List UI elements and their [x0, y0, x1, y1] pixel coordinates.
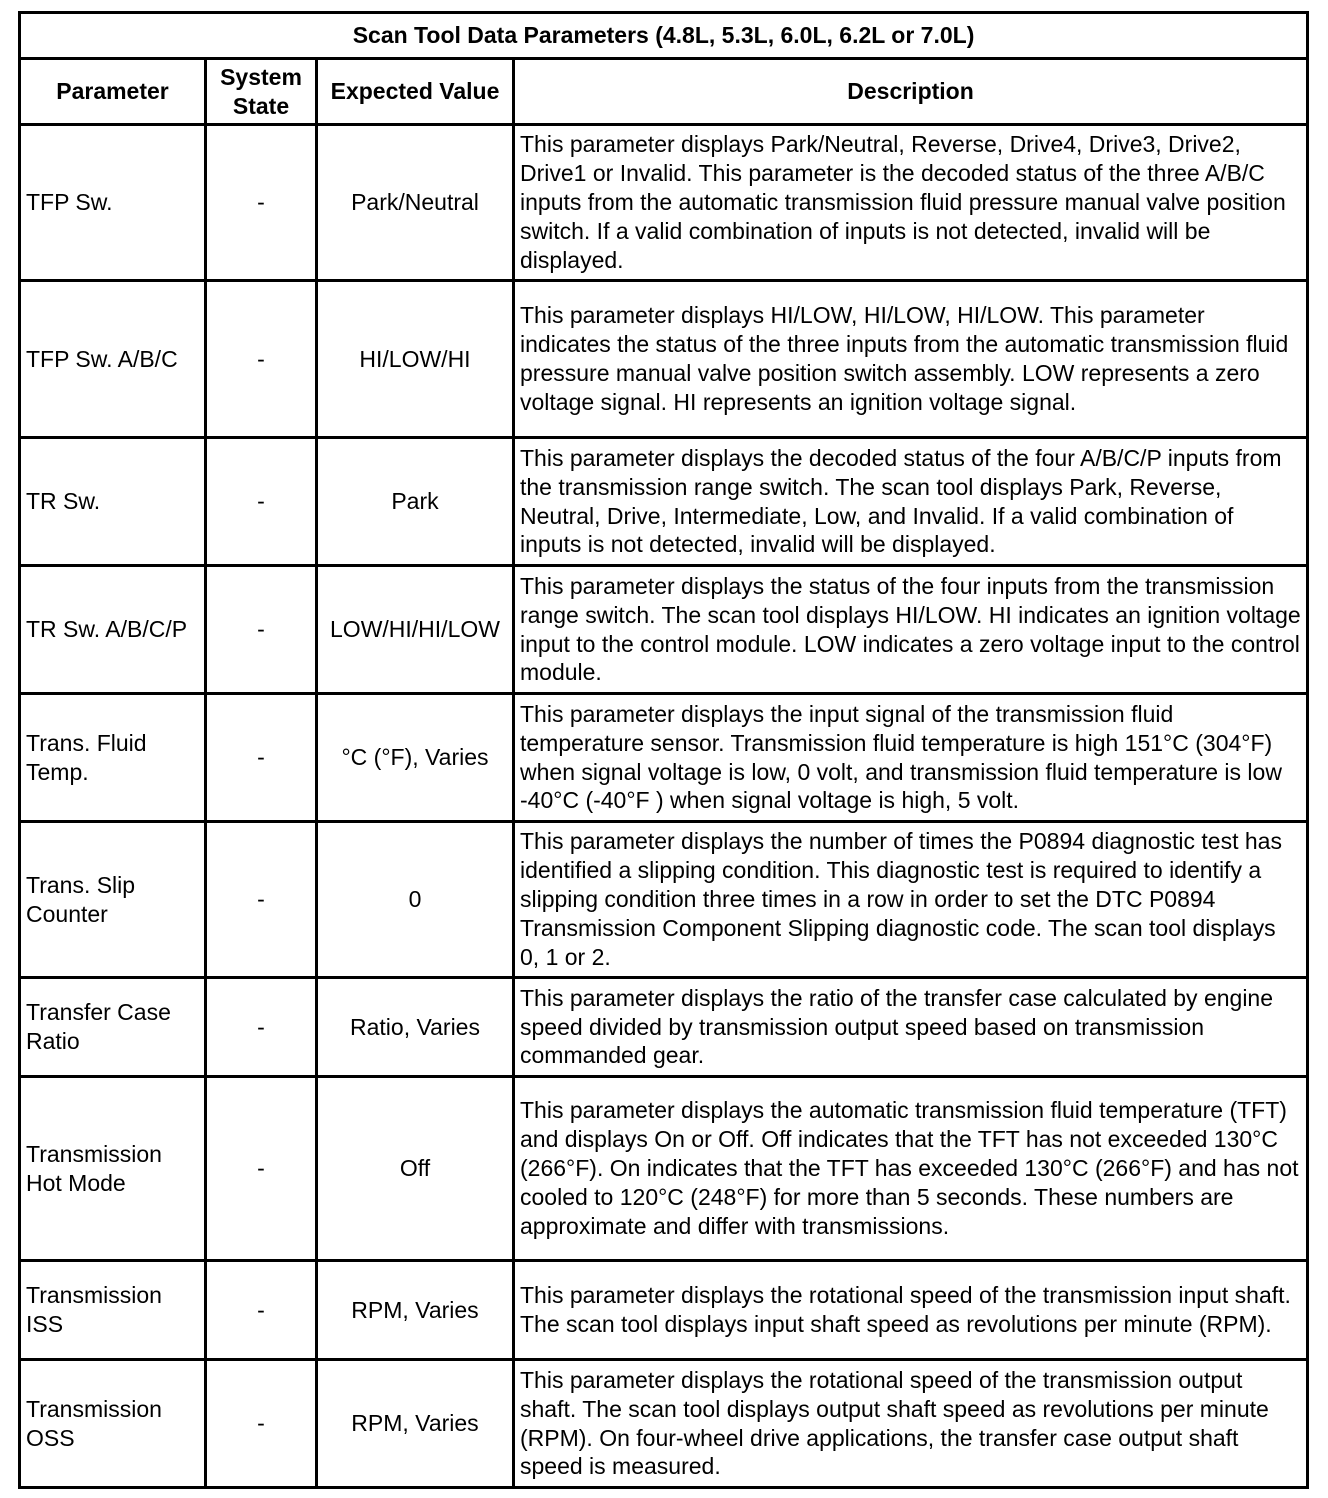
- header-expected-value: Expected Value: [317, 59, 514, 125]
- parameter-cell: Transmission ISS: [20, 1261, 206, 1360]
- parameter-cell: TFP Sw. A/B/C: [20, 281, 206, 438]
- description-cell: This parameter displays the number of times the P0894 diagnostic test has identified a slipping condition. This diagnostic test is required to identify a slipping condition three times in a row in order to set the DTC P0894 Transmission Component Slipping diagnostic code. The scan tool displays 0, 1 or 2.: [514, 822, 1308, 978]
- header-description: Description: [514, 59, 1308, 125]
- system-state-cell: -: [206, 125, 317, 281]
- table-row: [20, 1077, 1308, 1261]
- expected-value-cell: Park/Neutral: [317, 125, 514, 281]
- description-cell: This parameter displays the input signal of the transmission fluid temperature sensor. Transmission fluid temperature is high 151°C (304°F) when signal voltage is low, 0 volt, and transmission fluid temperature is low -40°C (-40°F ) when signal voltage is high, 5 volt.: [514, 694, 1308, 822]
- title-row: [20, 13, 1308, 59]
- header-system-state: System State: [206, 59, 317, 125]
- description-cell: This parameter displays the automatic transmission fluid temperature (TFT) and displays On or Off. Off indicates that the TFT has not exceeded 130°C (266°F). On indicates that the TFT has exceeded 130°C (266°F) and has not cooled to 120°C (248°F) for more than 5 seconds. These numbers are approximate and differ with transmissions.: [514, 1077, 1308, 1261]
- parameter-cell: TR Sw.: [20, 438, 206, 566]
- expected-value-cell: Ratio, Varies: [317, 978, 514, 1077]
- system-state-cell: -: [206, 694, 317, 822]
- system-state-cell: -: [206, 822, 317, 978]
- table-row: [20, 822, 1308, 978]
- table-row: [20, 694, 1308, 822]
- parameter-cell: Trans. Slip Counter: [20, 822, 206, 978]
- description-cell: This parameter displays the decoded status of the four A/B/C/P inputs from the transmission range switch. The scan tool displays Park, Reverse, Neutral, Drive, Intermediate, Low, and Invalid. If a valid combination of inputs is not detected, invalid will be displayed.: [514, 438, 1308, 566]
- expected-value-cell: Park: [317, 438, 514, 566]
- expected-value-cell: Off: [317, 1077, 514, 1261]
- parameter-cell: Transfer Case Ratio: [20, 978, 206, 1077]
- table-row: [20, 281, 1308, 438]
- description-cell: This parameter displays Park/Neutral, Reverse, Drive4, Drive3, Drive2, Drive1 or Invalid. This parameter is the decoded status of the three A/B/C inputs from the automatic transmission fluid pressure manual valve position switch. If a valid combination of inputs is not detected, invalid will be displayed.: [514, 125, 1308, 281]
- header-row: [20, 59, 1308, 125]
- system-state-cell: -: [206, 566, 317, 694]
- description-cell: This parameter displays HI/LOW, HI/LOW, HI/LOW. This parameter indicates the status of the three inputs from the automatic transmission fluid pressure manual valve position switch assembly. LOW represents a zero voltage signal. HI represents an ignition voltage signal.: [514, 281, 1308, 438]
- table-title: Scan Tool Data Parameters (4.8L, 5.3L, 6.0L, 6.2L or 7.0L): [20, 13, 1308, 59]
- description-cell: This parameter displays the rotational speed of the transmission output shaft. The scan tool displays output shaft speed as revolutions per minute (RPM). On four-wheel drive applications, the transfer case output shaft speed is measured.: [514, 1360, 1308, 1488]
- parameter-cell: Trans. Fluid Temp.: [20, 694, 206, 822]
- table-row: [20, 978, 1308, 1077]
- table-row: [20, 1360, 1308, 1488]
- expected-value-cell: RPM, Varies: [317, 1360, 514, 1488]
- description-cell: This parameter displays the status of the four inputs from the transmission range switch. The scan tool displays HI/LOW. HI indicates an ignition voltage input to the control module. LOW indicates a zero voltage input to the control module.: [514, 566, 1308, 694]
- table-row: [20, 566, 1308, 694]
- system-state-cell: -: [206, 978, 317, 1077]
- expected-value-cell: 0: [317, 822, 514, 978]
- system-state-cell: -: [206, 1077, 317, 1261]
- table-row: [20, 438, 1308, 566]
- system-state-cell: -: [206, 1261, 317, 1360]
- scan-tool-data-table: [18, 11, 1309, 1489]
- system-state-cell: -: [206, 1360, 317, 1488]
- expected-value-cell: HI/LOW/HI: [317, 281, 514, 438]
- expected-value-cell: LOW/HI/HI/LOW: [317, 566, 514, 694]
- parameter-cell: Transmission OSS: [20, 1360, 206, 1488]
- table-row: [20, 125, 1308, 281]
- parameter-cell: Transmission Hot Mode: [20, 1077, 206, 1261]
- description-cell: This parameter displays the ratio of the transfer case calculated by engine speed divided by transmission output speed based on transmission commanded gear.: [514, 978, 1308, 1077]
- description-cell: This parameter displays the rotational speed of the transmission input shaft. The scan tool displays input shaft speed as revolutions per minute (RPM).: [514, 1261, 1308, 1360]
- expected-value-cell: °C (°F), Varies: [317, 694, 514, 822]
- system-state-cell: -: [206, 438, 317, 566]
- parameter-cell: TFP Sw.: [20, 125, 206, 281]
- header-parameter: Parameter: [20, 59, 206, 125]
- parameter-cell: TR Sw. A/B/C/P: [20, 566, 206, 694]
- system-state-cell: -: [206, 281, 317, 438]
- table-row: [20, 1261, 1308, 1360]
- expected-value-cell: RPM, Varies: [317, 1261, 514, 1360]
